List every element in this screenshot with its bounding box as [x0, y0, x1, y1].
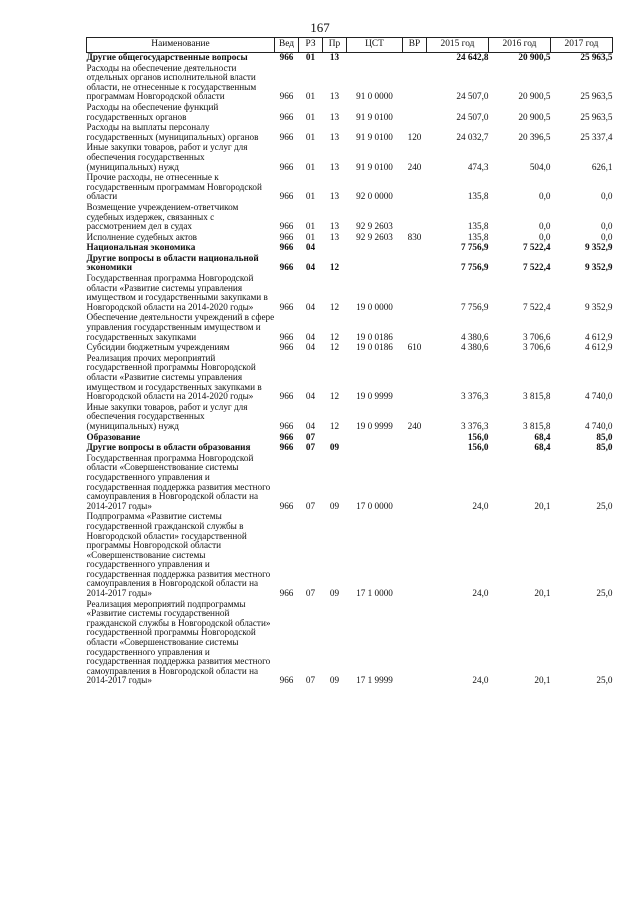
table-row — [87, 203, 613, 233]
cell-2017: 25,0 — [596, 588, 613, 599]
cell-rz: 04 — [305, 342, 316, 353]
cell-name: Реализация прочих мероприятий государственной программы Новгородской области «Развитие системы управления имуществом и государственных закупками в Новгородской области на 2014-2020 годы» — [86, 352, 262, 402]
cell-vr — [403, 53, 427, 64]
cell-ved: 966 — [279, 420, 294, 431]
cell-2017: 4 612,9 — [584, 331, 613, 342]
cell-2017: 0,0 — [601, 191, 613, 202]
cell-cst: 19 0 0186 — [356, 342, 393, 353]
table-row — [87, 354, 613, 403]
cell-vr — [403, 243, 427, 254]
cell-2016: 0,0 — [539, 191, 551, 202]
column-header-rz: РЗ — [299, 38, 323, 53]
cell-2017: 25 963,5 — [580, 52, 613, 62]
cell-ved: 966 — [279, 391, 294, 402]
cell-ved: 966 — [279, 161, 294, 172]
cell-pr: 09 — [329, 588, 340, 599]
cell-name: Возмещение учреждением-ответчиком судебных издержек, связанных с рассмотрением дел в судах — [86, 201, 239, 232]
cell-ved: 966 — [279, 301, 294, 312]
cell-rz: 01 — [305, 131, 316, 142]
cell-rz: 01 — [305, 111, 316, 122]
cell-name: Иные закупки товаров, работ и услуг для обеспечения государственных (муниципальных) нужд — [86, 401, 248, 431]
cell-rz: 07 — [305, 500, 316, 511]
cell-pr: 13 — [329, 191, 340, 202]
cell-vr — [403, 64, 427, 103]
cell-pr: 09 — [329, 675, 340, 686]
cell-vr — [403, 433, 427, 444]
cell-ved: 966 — [279, 342, 294, 353]
cell-rz: 04 — [305, 391, 316, 402]
cell-2016: 504,0 — [529, 161, 551, 172]
cell-rz: 04 — [305, 242, 316, 253]
cell-ved: 966 — [279, 242, 294, 253]
column-header-2015: 2015 год — [427, 38, 489, 53]
cell-name: Расходы на выплаты персоналу государственных (муниципальных) органов — [86, 122, 259, 142]
cell-rz: 07 — [305, 431, 316, 442]
cell-cst: 91 0 0000 — [356, 91, 393, 102]
cell-vr — [403, 274, 427, 313]
cell-rz: 01 — [305, 191, 316, 202]
cell-2017: 85,0 — [596, 431, 613, 442]
cell-2017: 85,0 — [596, 442, 613, 453]
cell-2015: 24,0 — [472, 500, 489, 511]
cell-2017: 9 352,9 — [584, 301, 613, 312]
cell-pr: 13 — [329, 221, 340, 232]
cell-ved: 966 — [279, 500, 294, 511]
cell-2015: 24 642,8 — [456, 52, 489, 62]
cell-rz: 01 — [305, 231, 316, 242]
cell-pr: 13 — [329, 131, 340, 142]
cell-2017: 4 740,0 — [584, 420, 613, 431]
cell-ved: 966 — [279, 52, 294, 62]
cell-2017: 25 963,5 — [580, 91, 613, 102]
cell-name: Обеспечение деятельности учреждений в сфере управления государственным имуществом и государственных закупками — [86, 312, 275, 342]
cell-2015: 156,0 — [467, 431, 489, 442]
cell-cst: 92 0 0000 — [356, 191, 393, 202]
cell-rz: 01 — [305, 161, 316, 172]
cell-name: Другие общегосударственные вопросы — [86, 52, 248, 62]
cell-vr — [403, 600, 427, 687]
column-header-pr: Пр — [323, 38, 347, 53]
cell-cst — [347, 243, 403, 254]
cell-vr: 610 — [407, 342, 422, 353]
cell-2015: 7 756,9 — [460, 262, 489, 273]
cell-vr — [403, 103, 427, 123]
cell-2016: 20 900,5 — [518, 52, 551, 62]
cell-pr: 13 — [329, 111, 340, 122]
cell-cst: 19 0 0186 — [356, 331, 393, 342]
cell-2015: 3 376,3 — [460, 391, 489, 402]
cell-name: Подпрограмма «Развитие системы государственной гражданской службы в Новгородской области» государственной программы Новгородской области «Совершенствование системы государственного управления и государственная поддержка развития местного самоуправления в Новгородской области на 2014-2017 годы» — [86, 511, 271, 599]
cell-2015: 7 756,9 — [460, 301, 489, 312]
cell-name: Другие вопросы в области национальной экономики — [86, 252, 259, 273]
cell-cst: 19 0 0000 — [356, 301, 393, 312]
cell-2015: 4 380,6 — [460, 331, 489, 342]
cell-2017: 626,1 — [591, 161, 613, 172]
cell-name: Другие вопросы в области образования — [86, 442, 251, 453]
cell-2017: 25 963,5 — [580, 111, 613, 122]
cell-cst — [347, 443, 403, 454]
cell-2015: 135,8 — [467, 231, 489, 242]
cell-pr: 09 — [329, 500, 340, 511]
cell-ved: 966 — [279, 231, 294, 242]
cell-vr — [403, 173, 427, 203]
cell-ved: 966 — [279, 191, 294, 202]
cell-vr — [403, 443, 427, 454]
cell-name: Прочие расходы, не отнесенные к государственным программам Новгородской области — [86, 172, 262, 202]
cell-vr — [403, 454, 427, 513]
cell-2017: 25,0 — [596, 675, 613, 686]
table-row — [87, 123, 613, 143]
cell-name: Государственная программа Новгородской области «Развитие системы управления имуществом и государственными закупками в Новгородской области на 2014-2020 годы» — [86, 273, 268, 312]
cell-ved: 966 — [279, 262, 294, 273]
cell-rz: 01 — [305, 221, 316, 232]
cell-2016: 7 522,4 — [522, 301, 551, 312]
cell-2016: 3 815,8 — [522, 420, 551, 431]
table-row — [87, 64, 613, 103]
cell-2016: 3 706,6 — [522, 331, 551, 342]
cell-name: Иные закупки товаров, работ и услуг для обеспечения государственных (муниципальных) нужд — [86, 142, 248, 172]
table-body — [87, 53, 613, 688]
cell-2016: 20,1 — [534, 500, 551, 511]
cell-2015: 135,8 — [467, 221, 489, 232]
cell-rz: 07 — [305, 675, 316, 686]
column-header-cst: ЦСТ — [347, 38, 403, 53]
cell-pr: 13 — [329, 91, 340, 102]
table-row — [87, 53, 613, 64]
cell-2017: 9 352,9 — [584, 242, 613, 253]
cell-2015: 24,0 — [472, 588, 489, 599]
cell-2015: 135,8 — [467, 191, 489, 202]
cell-cst: 92 9 2603 — [356, 221, 393, 232]
cell-name: Государственная программа Новгородской области «Совершенствование системы государственного управления и государственная поддержка развития местного самоуправления в Новгородской области на 2014-2017 годы» — [86, 452, 271, 511]
cell-2016: 0,0 — [539, 231, 551, 242]
cell-cst — [347, 254, 403, 274]
cell-cst: 91 9 0100 — [356, 131, 393, 142]
column-header-2016: 2016 год — [489, 38, 551, 53]
cell-2017: 25,0 — [596, 500, 613, 511]
table-row — [87, 600, 613, 687]
cell-name: Реализация мероприятий подпрограммы «Развитие системы государственной гражданской службы в Новгородской области» государственной программы Новгородской области «Совершенствование системы государственного управления и государственная поддержка развития местного самоуправления в Новгородской области на 2014-2017 годы» — [86, 598, 271, 686]
cell-name: Субсидии бюджетным учреждениям — [86, 342, 230, 353]
table-row — [87, 403, 613, 433]
cell-cst — [347, 53, 403, 64]
cell-rz: 04 — [305, 301, 316, 312]
cell-2017: 4 612,9 — [584, 342, 613, 353]
cell-2016: 20,1 — [534, 588, 551, 599]
table-row — [87, 254, 613, 274]
cell-cst: 92 9 2603 — [356, 231, 393, 242]
cell-2015: 3 376,3 — [460, 420, 489, 431]
cell-name: Образование — [86, 431, 141, 442]
cell-cst: 91 9 0100 — [356, 161, 393, 172]
cell-ved: 966 — [279, 331, 294, 342]
cell-vr: 830 — [407, 231, 422, 242]
cell-2016: 0,0 — [539, 221, 551, 232]
cell-cst: 91 9 0100 — [356, 111, 393, 122]
cell-ved: 966 — [279, 675, 294, 686]
cell-name: Расходы на обеспечение функций государственных органов — [86, 101, 219, 122]
cell-cst: 17 1 9999 — [356, 675, 393, 686]
cell-vr — [403, 313, 427, 343]
column-header-ved: Вед — [275, 38, 299, 53]
table-row — [87, 454, 613, 513]
cell-cst — [347, 433, 403, 444]
cell-rz: 07 — [305, 442, 316, 453]
cell-pr: 12 — [329, 342, 340, 353]
cell-cst: 19 0 9999 — [356, 420, 393, 431]
cell-vr: 240 — [407, 420, 422, 431]
cell-vr: 240 — [407, 161, 422, 172]
cell-2015: 24,0 — [472, 675, 489, 686]
cell-2016: 20 900,5 — [518, 111, 551, 122]
cell-rz: 07 — [305, 588, 316, 599]
cell-vr — [403, 203, 427, 233]
cell-cst: 17 1 0000 — [356, 588, 393, 599]
table-row — [87, 274, 613, 313]
column-header-2017: 2017 год — [551, 38, 613, 53]
cell-2016: 7 522,4 — [522, 262, 551, 273]
cell-rz: 04 — [305, 331, 316, 342]
cell-2015: 4 380,6 — [460, 342, 489, 353]
table-row — [87, 103, 613, 123]
cell-2016: 7 522,4 — [522, 242, 551, 253]
cell-ved: 966 — [279, 221, 294, 232]
cell-name: Исполнение судебных актов — [86, 231, 198, 242]
cell-2015: 24 032,7 — [456, 131, 489, 142]
cell-2015: 156,0 — [467, 442, 489, 453]
table-row — [87, 512, 613, 599]
cell-2017: 4 740,0 — [584, 391, 613, 402]
cell-2016: 68,4 — [534, 442, 551, 453]
cell-vr: 120 — [407, 131, 422, 142]
cell-2016: 3 815,8 — [522, 391, 551, 402]
cell-pr: 12 — [329, 301, 340, 312]
table-header-row — [87, 38, 613, 53]
cell-2017: 0,0 — [601, 231, 613, 242]
cell-2017: 0,0 — [601, 221, 613, 232]
cell-pr: 12 — [329, 331, 340, 342]
cell-ved: 966 — [279, 442, 294, 453]
budget-table — [86, 37, 613, 687]
cell-pr: 12 — [329, 420, 340, 431]
column-header-name: Наименование — [87, 38, 275, 53]
cell-2017: 25 337,4 — [580, 131, 613, 142]
cell-cst: 17 0 0000 — [356, 500, 393, 511]
cell-2016: 20 396,5 — [518, 131, 551, 142]
cell-name: Расходы на обеспечение деятельности отдельных органов исполнительной власти области, не отнесенные к государственным программам Новгородской области — [86, 62, 257, 102]
cell-2017: 9 352,9 — [584, 262, 613, 273]
cell-rz: 04 — [305, 420, 316, 431]
cell-vr — [403, 512, 427, 599]
cell-vr — [403, 354, 427, 403]
cell-vr — [403, 254, 427, 274]
cell-rz: 01 — [305, 52, 316, 62]
cell-ved: 966 — [279, 111, 294, 122]
table-row — [87, 313, 613, 343]
cell-ved: 966 — [279, 91, 294, 102]
column-header-vr: ВР — [403, 38, 427, 53]
cell-name: Национальная экономика — [86, 242, 196, 253]
cell-pr: 13 — [329, 52, 340, 62]
cell-2015: 7 756,9 — [460, 242, 489, 253]
cell-ved: 966 — [279, 588, 294, 599]
cell-pr: 13 — [329, 161, 340, 172]
cell-pr — [323, 243, 347, 254]
cell-2015: 474,3 — [467, 161, 489, 172]
cell-pr: 13 — [329, 231, 340, 242]
cell-2016: 20,1 — [534, 675, 551, 686]
page-number: 167 — [310, 20, 330, 35]
cell-ved: 966 — [279, 431, 294, 442]
cell-pr: 09 — [329, 442, 340, 453]
cell-rz: 04 — [305, 262, 316, 273]
cell-ved: 966 — [279, 131, 294, 142]
cell-2016: 3 706,6 — [522, 342, 551, 353]
cell-pr: 12 — [329, 262, 340, 273]
table-row — [87, 143, 613, 173]
cell-2016: 20 900,5 — [518, 91, 551, 102]
cell-2016: 68,4 — [534, 431, 551, 442]
cell-2015: 24 507,0 — [456, 91, 489, 102]
cell-rz: 01 — [305, 91, 316, 102]
cell-2015: 24 507,0 — [456, 111, 489, 122]
table-row — [87, 173, 613, 203]
cell-cst: 19 0 9999 — [356, 391, 393, 402]
cell-pr: 12 — [329, 391, 340, 402]
